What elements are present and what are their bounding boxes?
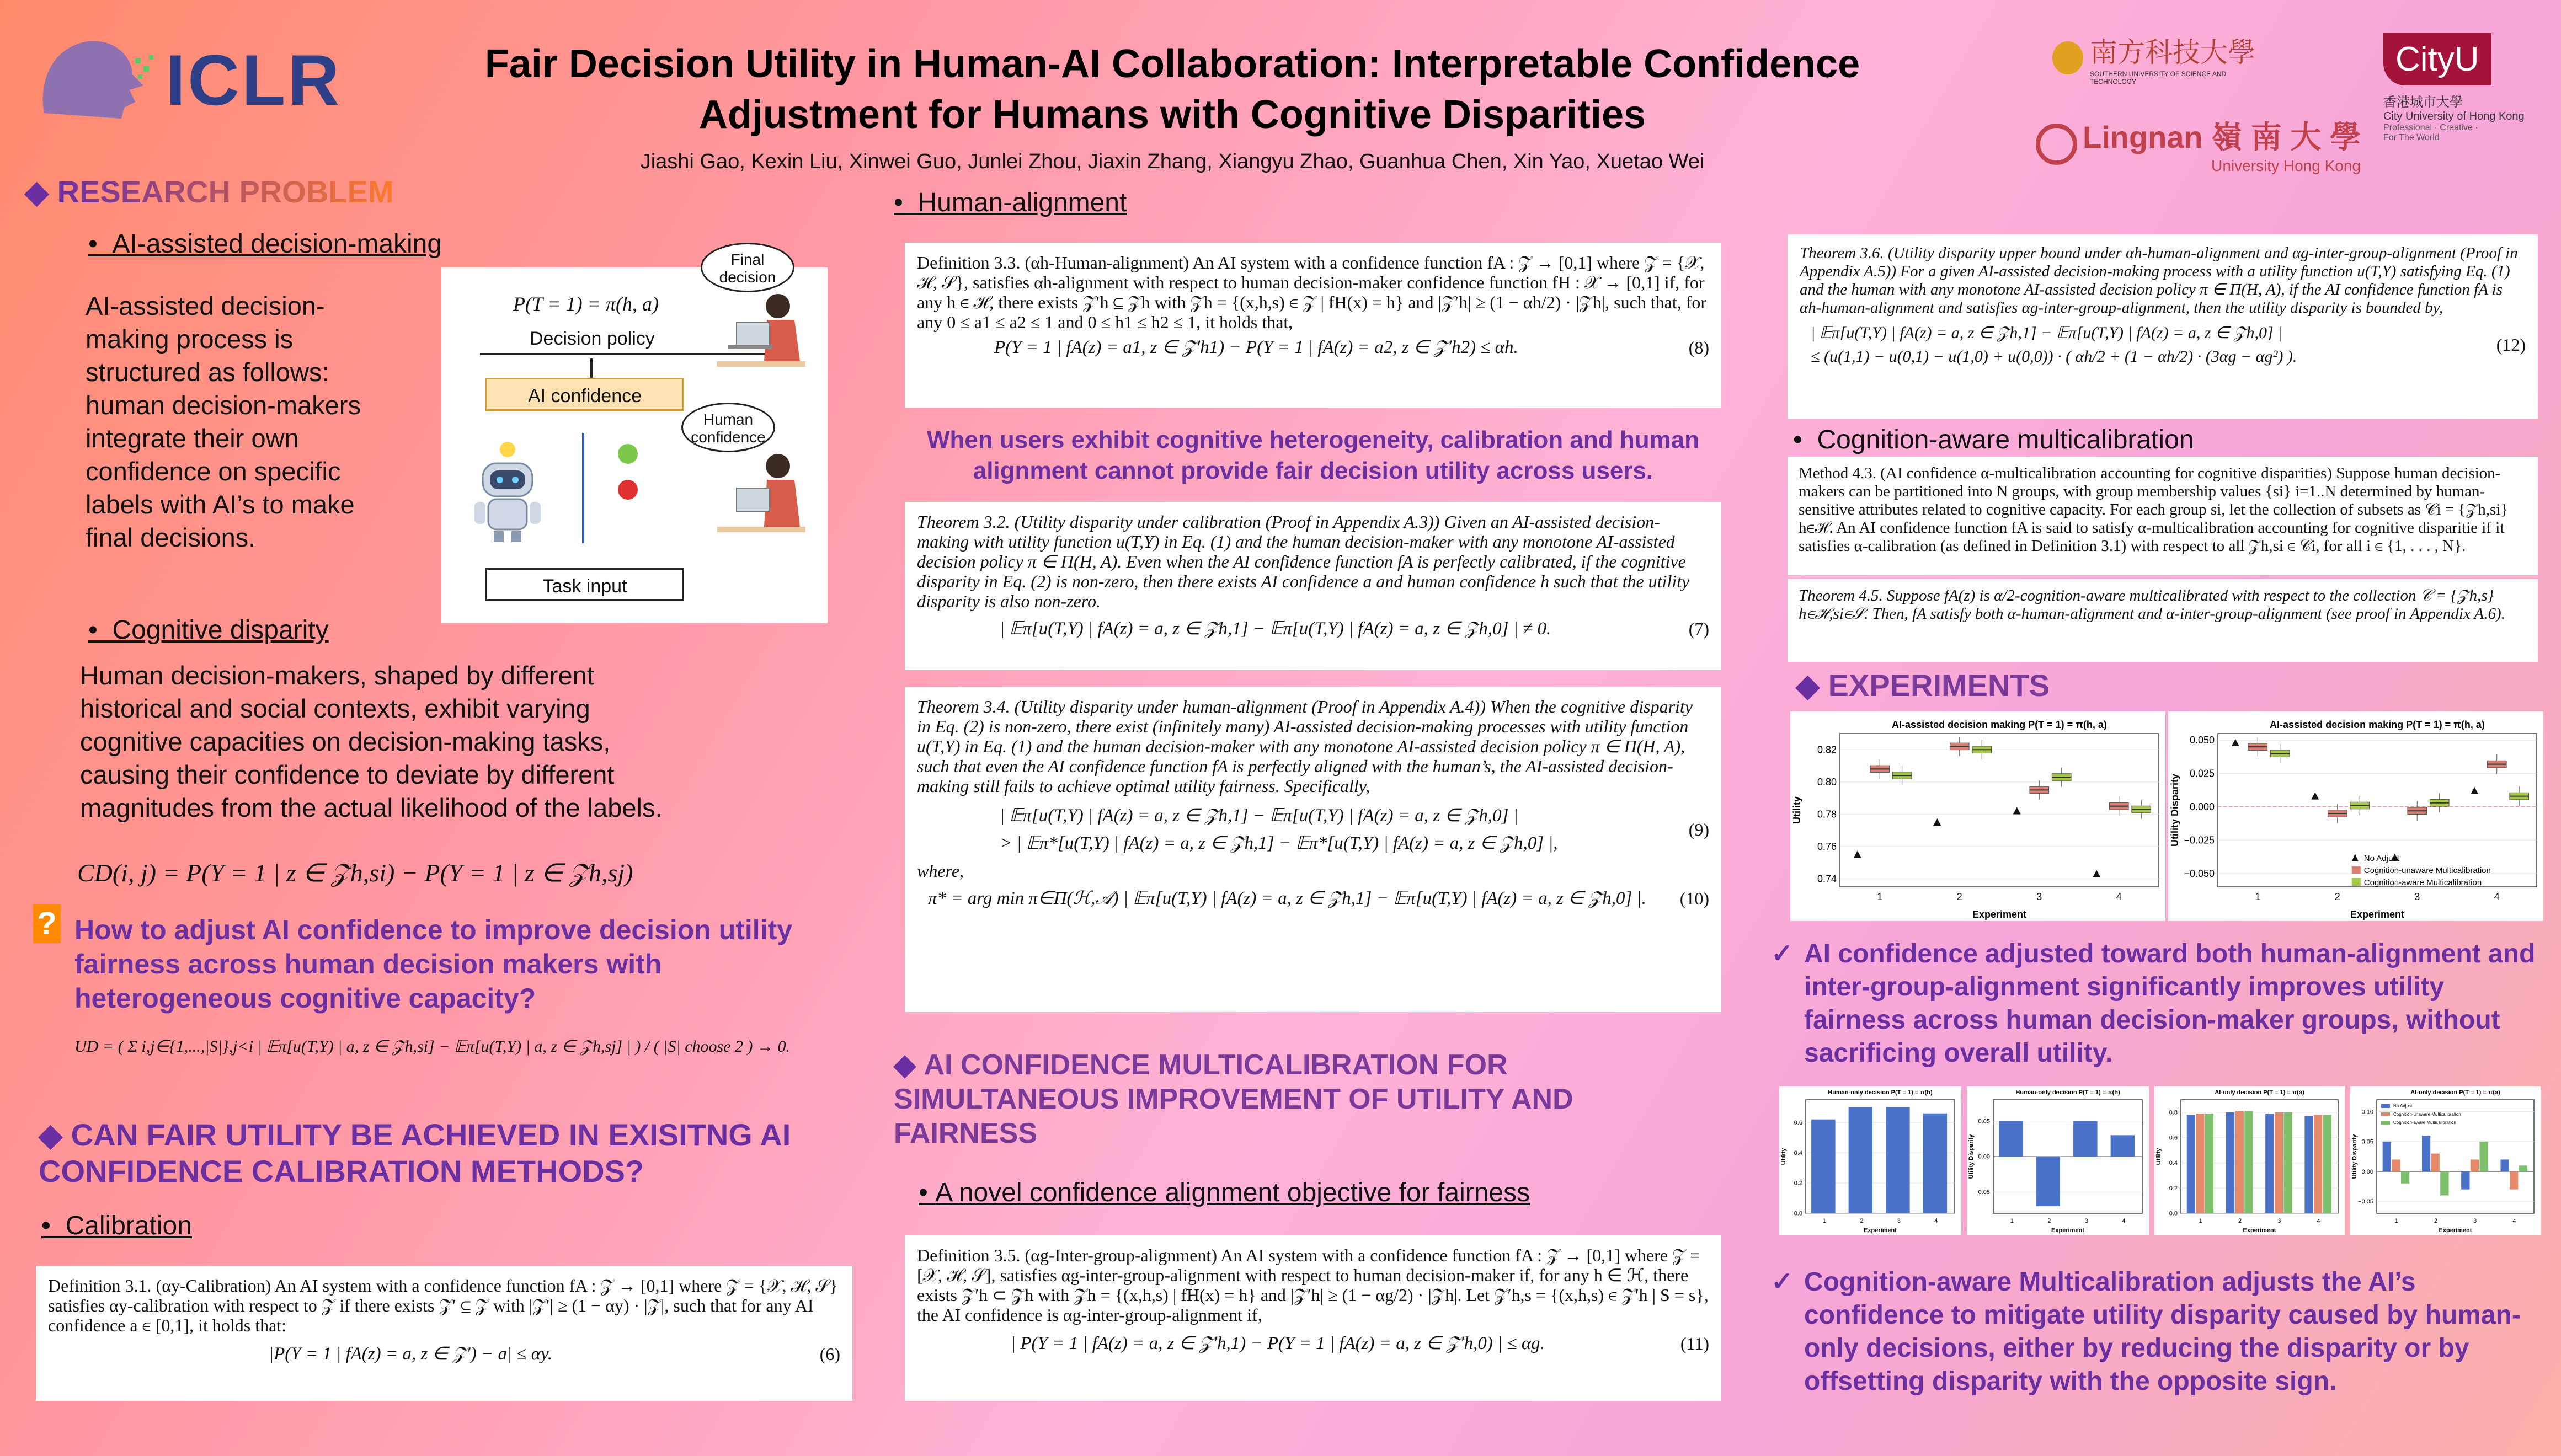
y-tick-label: 0.025 xyxy=(2189,768,2215,779)
ud-formula: UD = ( Σ i,j∈{1,...,|S|},j<i | 𝔼π[u(T,Y) | a, z ∈ 𝒵h,si] − 𝔼π[u(T,Y) | a, z ∈ 𝒵h,sj] | ) / ( |S| choose 2 ) → 0. xyxy=(74,1037,791,1056)
x-tick-label: 4 xyxy=(1934,1218,1938,1224)
chart-utility-box xyxy=(1790,711,2165,921)
cityu-english: City University of Hong Kong xyxy=(2383,110,2525,122)
bar-mark xyxy=(2471,1159,2479,1171)
check-mark-icon: ✓ xyxy=(1771,1267,1794,1297)
legend-swatch xyxy=(2381,1112,2390,1116)
sustech-emblem-icon xyxy=(2052,41,2083,74)
bar-mark xyxy=(1811,1120,1835,1213)
check-circle-icon xyxy=(618,444,638,464)
chart-title: Human-only decision P(T = 1) = π(h) xyxy=(1828,1089,1933,1096)
section-can-fair: ◆ CAN FAIR UTILITY BE ACHIEVED IN EXISITNG AI CONFIDENCE CALIBRATION METHODS? xyxy=(39,1117,791,1189)
diamond-icon: ◆ xyxy=(39,1117,71,1152)
bar-mark xyxy=(2431,1154,2440,1172)
lingnan-name: Lingnan 嶺 南 大 學 xyxy=(2083,120,2361,154)
definition-3-1: Definition 3.1. (αy-Calibration) An AI system with a confidence function fA : 𝒵 → [0,1] where 𝒵 = {𝒳, ℋ, 𝒮} satisfies αy-calibration with respect to 𝒵 if there exists 𝒵′ ⊆ 𝒵 with |𝒵′| ≥ (1 − αy) · |𝒵|, such that for any AI confidence a ∈ [0,1], it holds that: |P(Y = 1 | fA(z) = a, z ∈ 𝒵′) − a| ≤ αy. (6) xyxy=(36,1266,852,1401)
lingnan-subname: University Hong Kong xyxy=(2211,157,2361,174)
eq-9-line-2: > | 𝔼π*[u(T,Y) | fA(z) = a, z ∈ 𝒵h,1] − 𝔼π*[u(T,Y) | fA(z) = a, z ∈ 𝒵h,0] |, xyxy=(1000,833,1558,853)
x-tick-label: 1 xyxy=(2199,1218,2202,1224)
chart-title: AI-only decision P(T = 1) = π(a) xyxy=(2410,1089,2500,1096)
y-tick-label: 0.2 xyxy=(2169,1185,2178,1192)
bar-mark xyxy=(2314,1115,2322,1213)
x-tick-label: 1 xyxy=(2010,1218,2014,1224)
x-tick-label: 2 xyxy=(2047,1218,2051,1224)
x-tick-label: 4 xyxy=(2116,891,2122,902)
data-point-marker xyxy=(2093,870,2100,877)
eq-6: |P(Y = 1 | fA(z) = a, z ∈ 𝒵′) − a| ≤ αy. xyxy=(269,1344,553,1364)
chart-title: Human-only decision P(T = 1) = π(h) xyxy=(2015,1089,2120,1096)
x-axis-label: Experiment xyxy=(2350,909,2405,920)
y-axis-label: Utility xyxy=(1780,1148,1787,1165)
data-point-marker xyxy=(1933,818,1941,826)
x-axis-label: Experiment xyxy=(2051,1227,2084,1234)
eq-8: P(Y = 1 | fA(z) = a1, z ∈ 𝒵′h1) − P(Y = 1 | fA(z) = a2, z ∈ 𝒵′h2) ≤ αh. xyxy=(994,338,1518,357)
where-label: where, xyxy=(917,861,964,881)
section-multicalibration: ◆ AI CONFIDENCE MULTICALIBRATION FOR SIMULTANEOUS IMPROVEMENT OF UTILITY AND FAIRNESS xyxy=(894,1049,1573,1149)
y-tick-label: 0.05 xyxy=(1978,1118,1990,1125)
x-tick-label: 2 xyxy=(1860,1218,1864,1224)
x-tick-label: 3 xyxy=(2414,891,2420,902)
eq-9-line-1: | 𝔼π[u(T,Y) | fA(z) = a, z ∈ 𝒵h,1] − 𝔼π[u(T,Y) | fA(z) = a, z ∈ 𝒵h,0] | xyxy=(1000,806,1518,826)
y-tick-label: 0.6 xyxy=(2169,1134,2178,1142)
task-input-box: Task input xyxy=(485,568,684,601)
method-4-3: Method 4.3. (AI confidence α-multicalibration accounting for cognitive disparities) Suppose human decision-makers can be partitioned into N groups, with group membership values {si} i=1..N determined by human-sensitive attributes related to cognitive capacity. For each group si, let the collection of subsets as 𝒞i = {𝒵h,si} h∈ℋ. An AI confidence function fA is said to satisfy α-multicalibration accounting for cognitive disparitie if it satisfies α-calibration (as defined in Definition 3.1) with respect to all 𝒵h,si ∈ 𝒞i, for all i ∈ {1, . . . , N}. xyxy=(1788,457,2538,575)
cognitive-text: Human decision-makers, shaped by different historical and social contexts, exhibit varying cognitive capacities on decision-making tasks, causing their confidence to deviate by different magnitudes from the actual likelihood of the labels. xyxy=(80,661,663,822)
theorem-3-4: Theorem 3.4. (Utility disparity under human-alignment (Proof in Appendix A.4)) When the cognitive disparity in Eq. (2) is non-zero, there exist (infinitely many) AI-assisted decision-making processes with utility function u(T,Y) in Eq. (1) and the human decision-maker with any monotone AI-assisted decision policy π ∈ Π(H, A), such that even the AI confidence function fA is perfectly aligned with the human’s, the AI-assisted decision-making still fails to achieve optimal utility fairness. Specifically, | 𝔼π[u(T,Y) | fA(z) = a, z ∈ 𝒵h,1] − 𝔼π[u(T,Y) | fA(z) = a, z ∈ 𝒵h,0] | > | 𝔼π*[u(T,Y) | fA(z) = a, z ∈ 𝒵h,1] − 𝔼π*[u(T,Y) | fA(z) = a, z ∈ 𝒵h,0] |, (9) where, π* = arg min π∈Π(ℋ,𝒜) | 𝔼π[u(T,Y) | fA(z) = a, z ∈ 𝒵h,1] − 𝔼π[u(T,Y) | fA(z) = a, z ∈ 𝒵h,0] |. (10) xyxy=(905,687,1721,1012)
chart-human-utility xyxy=(1779,1086,1961,1235)
chart-disparity-box xyxy=(2168,711,2543,921)
bar-mark xyxy=(2304,1116,2313,1213)
data-point-marker xyxy=(1854,850,1861,858)
subhead-cognitive-disparity: • Cognitive disparity xyxy=(88,615,329,645)
bar-mark xyxy=(2461,1171,2469,1190)
chart-ai-disparity xyxy=(2350,1086,2541,1235)
x-axis-label: Experiment xyxy=(2439,1227,2472,1234)
x-tick-label: 3 xyxy=(2473,1218,2477,1224)
chart-ai-utility xyxy=(2154,1086,2345,1235)
eq-11: | P(Y = 1 | fA(z) = a, z ∈ 𝒵′h,1) − P(Y = 1 | fA(z) = a, z ∈ 𝒵′h,0) | ≤ αg. xyxy=(1011,1334,1545,1353)
bar-mark xyxy=(2235,1111,2244,1213)
policy-arrow xyxy=(590,358,593,381)
bar-mark xyxy=(2226,1112,2234,1213)
eq-9-number: (9) xyxy=(1688,820,1709,839)
subhead-cognition-aware: • Cognition-aware multicalibration xyxy=(1793,425,2194,454)
bar-mark xyxy=(2073,1121,2097,1157)
eq-10: π* = arg min π∈Π(ℋ,𝒜) | 𝔼π[u(T,Y) | fA(z) = a, z ∈ 𝒵h,1] − 𝔼π[u(T,Y) | fA(z) = a, z ∈ 𝒵h,0] |. xyxy=(928,888,1646,908)
cross-circle-icon xyxy=(618,480,638,500)
legend-swatch xyxy=(2381,1104,2390,1108)
y-axis-label: Utility Disparity xyxy=(2169,773,2180,847)
bar-mark xyxy=(2383,1142,2391,1171)
x-tick-label: 4 xyxy=(2122,1218,2126,1224)
y-tick-label: −0.05 xyxy=(2358,1198,2373,1205)
cityu-logo xyxy=(2383,33,2549,165)
y-tick-label: 0.05 xyxy=(2361,1138,2373,1145)
bar-mark xyxy=(2111,1135,2135,1157)
bar-mark xyxy=(1999,1121,2023,1157)
cityu-chinese: 香港城市大學 xyxy=(2383,95,2463,110)
person-laptop-icon xyxy=(706,284,817,405)
bar-mark xyxy=(2205,1114,2213,1213)
y-tick-label: 0.10 xyxy=(2361,1109,2373,1116)
diamond-icon: ◆ xyxy=(894,1049,924,1081)
finding-1: ✓ AI confidence adjusted toward both human-alignment and inter-group-alignment significantly improves utility fairness across human decision-maker groups, without sacrificing overall utility. xyxy=(1771,938,2543,1070)
lingnan-logo xyxy=(2036,113,2367,174)
bar-mark xyxy=(2187,1115,2195,1213)
sustech-subname: SOUTHERN UNIVERSITY OF SCIENCE AND TECHNOLOGY xyxy=(2090,70,2227,85)
section-experiments: ◆ EXPERIMENTS xyxy=(1796,668,2050,703)
eq-12-number: (12) xyxy=(2496,334,2526,355)
legend-swatch xyxy=(2352,878,2361,886)
subhead-ai-assisted: • AI-assisted decision-making xyxy=(88,229,442,259)
bar-mark xyxy=(1923,1114,1947,1213)
eq-6-number: (6) xyxy=(819,1344,840,1364)
person-laptop-icon-2 xyxy=(706,444,817,565)
x-tick-label: 3 xyxy=(2036,891,2042,902)
diamond-icon: ◆ xyxy=(1796,668,1828,703)
data-point-marker xyxy=(2013,807,2021,814)
cityu-mark: CityU xyxy=(2383,33,2491,85)
y-tick-label: 0.2 xyxy=(1794,1180,1802,1187)
eq-8-number: (8) xyxy=(1688,338,1709,357)
final-decision-bubble: Final decision xyxy=(701,243,794,292)
theorem-3-2: Theorem 3.2. (Utility disparity under calibration (Proof in Appendix A.3)) Given an AI-assisted decision-making with utility function u(T,Y) in Eq. (1) and the human decision-maker with any monotone AI-assisted decision policy π ∈ Π(H, A). Even when the AI confidence function fA is perfectly calibrated, if the cognitive disparity in Eq. (2) is non-zero, then there exists AI confidence a and human confidence h such that the utility disparity is also non-zero. | 𝔼π[u(T,Y) | fA(z) = a, z ∈ 𝒵h,1] − 𝔼π[u(T,Y) | fA(z) = a, z ∈ 𝒵h,0] | ≠ 0. (7) xyxy=(905,502,1721,670)
y-tick-label: 0.4 xyxy=(1794,1149,1802,1157)
policy-formula: P(T = 1) = π(h, a) xyxy=(513,293,659,315)
eq-7-number: (7) xyxy=(1688,619,1709,639)
definition-3-3: Definition 3.3. (αh-Human-alignment) An AI system with a confidence function fA : 𝒵 → [0,1] where 𝒵 = {𝒳, ℋ, 𝒮}, satisfies αh-alignment with respect to human decision-maker confidence function fH : 𝒳 → [0,1] if, for any h ∈ ℋ, there exists 𝒵′h ⊆ 𝒵h with 𝒵h = {(x,h,s) ∈ 𝒵 | fH(x) = h} and |𝒵′h| ≥ (1 − αh/2) · |𝒵h|, such that, for any 0 ≤ a1 ≤ a2 ≤ 1 and 0 ≤ h1 ≤ h2 ≤ 1, it holds that, P(Y = 1 | fA(z) = a1, z ∈ 𝒵′h1) − P(Y = 1 | fA(z) = a2, z ∈ 𝒵′h2) ≤ αh. (8) xyxy=(905,243,1721,408)
x-axis-label: Experiment xyxy=(2243,1227,2276,1234)
y-axis-label: Utility Disparity xyxy=(1968,1134,1975,1179)
legend-label: No Adjust xyxy=(2393,1104,2413,1109)
x-tick-label: 1 xyxy=(2394,1218,2398,1224)
y-axis-label: Utility xyxy=(1791,796,1802,825)
conference-logo: ICLR xyxy=(166,40,342,120)
legend-label: Cognition-unaware Multicalibration xyxy=(2393,1112,2461,1117)
y-tick-label: 0.6 xyxy=(1794,1119,1802,1126)
bar-mark xyxy=(2422,1136,2430,1171)
legend-swatch xyxy=(2381,1121,2390,1125)
y-tick-label: 0.76 xyxy=(1817,841,1837,852)
subhead-calibration: • Calibration xyxy=(41,1211,192,1240)
bar-mark xyxy=(2440,1171,2448,1195)
y-tick-label: 0.8 xyxy=(2169,1109,2178,1116)
bar-mark xyxy=(2283,1112,2292,1213)
bar-mark xyxy=(2265,1114,2274,1213)
legend-label: Cognition-aware Multicalibration xyxy=(2393,1120,2456,1125)
x-tick-label: 1 xyxy=(1877,891,1883,902)
check-mark-icon: ✓ xyxy=(1771,939,1794,968)
research-question: How to adjust AI confidence to improve decision utility fairness across human decision makers with heterogeneous cognitive capacity? xyxy=(74,914,793,1014)
subhead-human-alignment: • Human-alignment xyxy=(894,188,1127,217)
x-tick-label: 4 xyxy=(2317,1218,2320,1224)
definition-3-5: Definition 3.5. (αg-Inter-group-alignment) An AI system with a confidence function fA : 𝒵 → [0,1] where 𝒵 = [𝒳, ℋ, 𝒮], satisfies αg-inter-group-alignment with respect to human decision-maker if, for any h ∈ ℋ, there exists 𝒵′h ⊂ 𝒵h with 𝒵h = {(x,h,s) | fH(x) = h} and |𝒵′h| ≥ (1 − αg/2) · |𝒵h|. Let 𝒵′h,s = {(x,h,s) ∈ 𝒵′h | S = s}, the AI confidence is αg-inter-group-alignment if, | P(Y = 1 | fA(z) = a, z ∈ 𝒵′h,1) − P(Y = 1 | fA(z) = a, z ∈ 𝒵′h,0) | ≤ αg. (11) xyxy=(905,1235,1721,1401)
eq-7: | 𝔼π[u(T,Y) | fA(z) = a, z ∈ 𝒵h,1] − 𝔼π[u(T,Y) | fA(z) = a, z ∈ 𝒵h,0] | ≠ 0. xyxy=(1000,619,1551,639)
decision-diagram xyxy=(441,251,828,623)
x-tick-label: 3 xyxy=(2084,1218,2088,1224)
legend-label: Cognition-aware Multicalibration xyxy=(2363,878,2482,887)
chart-title: AI-assisted decision making P(T = 1) = π(h, a) xyxy=(1892,719,2107,730)
chart-title: AI-assisted decision making P(T = 1) = π(h, a) xyxy=(2270,719,2485,730)
eq-12-line-2: ≤ (u(1,1) − u(0,1) − u(1,0) + u(0,0)) · ( αh/2 + (1 − αh/2) · (3αg − αg²) ). xyxy=(1811,347,2297,366)
y-tick-label: 0.00 xyxy=(2361,1168,2373,1175)
eq-12-line-1: | 𝔼π[u(T,Y) | fA(z) = a, z ∈ 𝒵h,1] − 𝔼π[u(T,Y) | fA(z) = a, z ∈ 𝒵h,0] | xyxy=(1811,324,2282,342)
legend-swatch xyxy=(2352,866,2361,874)
x-tick-label: 4 xyxy=(2512,1218,2516,1224)
cityu-motto: Professional · Creative · For The World xyxy=(2383,123,2478,142)
bar-mark xyxy=(2196,1114,2204,1213)
x-tick-label: 1 xyxy=(2255,891,2261,902)
y-tick-label: −0.050 xyxy=(2184,868,2215,879)
y-tick-label: 0.050 xyxy=(2189,735,2215,746)
arrow-up-icon xyxy=(582,433,584,543)
plot-frame xyxy=(1840,734,2159,887)
poster-title xyxy=(386,39,1959,140)
y-tick-label: 0.0 xyxy=(2169,1210,2178,1217)
bar-mark xyxy=(2275,1112,2283,1213)
bar-mark xyxy=(2323,1115,2331,1213)
x-axis-label: Experiment xyxy=(1864,1227,1897,1234)
y-tick-label: 0.74 xyxy=(1817,873,1837,885)
x-tick-label: 3 xyxy=(1897,1218,1901,1224)
plot-frame xyxy=(2218,734,2537,887)
lingnan-emblem-icon xyxy=(2036,124,2077,165)
x-tick-label: 2 xyxy=(2334,891,2340,902)
y-tick-label: 0.0 xyxy=(1794,1210,1802,1217)
y-tick-label: 0.000 xyxy=(2189,801,2215,812)
key-finding: When users exhibit cognitive heterogeneity, calibration and human alignment cannot provide fair decision utility across users. xyxy=(926,426,1700,484)
bar-mark xyxy=(2401,1171,2409,1184)
sustech-name: 南方科技大學 xyxy=(2090,36,2255,68)
y-tick-label: −0.05 xyxy=(1975,1189,1990,1196)
data-point-marker xyxy=(2311,793,2319,800)
legend-label: No Adjust xyxy=(2363,854,2399,863)
x-tick-label: 2 xyxy=(2434,1218,2437,1224)
diamond-icon: ◆ xyxy=(25,174,49,209)
x-tick-label: 4 xyxy=(2494,891,2500,902)
x-tick-label: 3 xyxy=(2277,1218,2281,1224)
legend-marker xyxy=(2352,854,2359,861)
chart-title: AI-only decision P(T = 1) = π(a) xyxy=(2215,1089,2304,1096)
authors: Jiashi Gao, Kexin Liu, Xinwei Guo, Junlei Zhou, Jiaxin Zhang, Xiangyu Zhao, Guanhua Chen, Xin Yao, Xuetao Wei xyxy=(640,150,1705,173)
chart-human-disparity xyxy=(1967,1086,2149,1235)
bar-mark xyxy=(2244,1111,2253,1213)
title-line-1: Fair Decision Utility in Human-AI Collaboration: Interpretable Confidence xyxy=(484,42,1860,86)
x-tick-label: 1 xyxy=(1822,1218,1826,1224)
y-tick-label: 0.80 xyxy=(1817,776,1837,788)
y-axis-label: Utility Disparity xyxy=(2351,1134,2358,1179)
bar-mark xyxy=(2519,1165,2527,1171)
x-axis-label: Experiment xyxy=(1972,909,2027,920)
x-tick-label: 2 xyxy=(2238,1218,2242,1224)
legend-label: Cognition-unaware Multicalibration xyxy=(2363,866,2491,875)
y-tick-label: 0.78 xyxy=(1817,809,1837,820)
bar-mark xyxy=(2500,1159,2509,1171)
subhead-novel-objective: • A novel confidence alignment objective for fairness xyxy=(919,1178,1530,1207)
bar-mark xyxy=(2510,1171,2518,1190)
eq-10-number: (10) xyxy=(1679,888,1709,908)
theorem-3-6: Theorem 3.6. (Utility disparity upper bound under αh-human-alignment and αg-inter-group-alignment (Proof in Appendix A.5)) For a given AI-assisted decision-making process with a utility function u(T,Y) satisfying Eq. (1) and the human with any monotone AI-assisted decision policy π ∈ Π(H, A), if the AI confidence function fA is αh-human-alignment and satisfies αg-inter-group-alignment, then the utility disparity is bounded by, | 𝔼π[u(T,Y) | fA(z) = a, z ∈ 𝒵h,1] − 𝔼π[u(T,Y) | fA(z) = a, z ∈ 𝒵h,0] | ≤ (u(1,1) − u(0,1) − u(1,0) + u(0,0)) · ( αh/2 + (1 − αh/2) · (3αg − αg²) ). (12) xyxy=(1788,234,2538,419)
theorem-4-5: Theorem 4.5. Suppose fA(z) is α/2-cognition-aware multicalibrated with respect to the collection 𝒞 = {𝒵h,s} h∈ℋ,si∈𝒮. Then, fA satisfy both α-human-alignment and α-inter-group-alignment (see proof in Appendix A.6). xyxy=(1788,579,2538,662)
cd-formula: CD(i, j) = P(Y = 1 | z ∈ 𝒵h,si) − P(Y = 1 | z ∈ 𝒵h,sj) xyxy=(77,859,633,887)
bar-mark xyxy=(1849,1107,1872,1213)
face-logo xyxy=(22,25,160,124)
y-axis-label: Utility xyxy=(2155,1148,2162,1165)
bar-mark xyxy=(2392,1159,2400,1171)
y-tick-label: 0.00 xyxy=(1978,1153,1990,1160)
eq-11-number: (11) xyxy=(1680,1334,1709,1353)
bar-mark xyxy=(2036,1157,2060,1206)
finding-2: ✓ Cognition-aware Multicalibration adjusts the AI’s confidence to mitigate utility disparity caused by human-only decisions, either by reducing the disparity or by offsetting disparity with the opposite sign. xyxy=(1771,1266,2543,1398)
y-tick-label: −0.025 xyxy=(2184,834,2215,846)
title-line-2: Adjustment for Humans with Cognitive Disparities xyxy=(698,93,1646,137)
question-icon: ? xyxy=(33,904,61,943)
decision-policy-label: Decision policy xyxy=(530,328,655,349)
y-tick-label: 0.4 xyxy=(2169,1160,2178,1167)
data-point-marker xyxy=(2471,787,2478,794)
section-research-problem: ◆ RESEARCH PROBLEM xyxy=(25,174,394,209)
human-confidence-bubble: Human confidence xyxy=(681,403,775,452)
x-tick-label: 2 xyxy=(1956,891,1962,902)
robot-icon xyxy=(469,438,546,543)
bar-mark xyxy=(1886,1107,1909,1213)
y-tick-label: 0.82 xyxy=(1817,744,1837,756)
ai-assisted-text: AI-assisted decision-making process is structured as follows: human decision-makers integrate their own confidence on specific labels with AI’s to make final decisions. xyxy=(86,291,361,552)
ai-confidence-box: AI confidence xyxy=(485,378,684,411)
sustech-logo xyxy=(2052,30,2262,85)
bar-mark xyxy=(2479,1142,2488,1171)
